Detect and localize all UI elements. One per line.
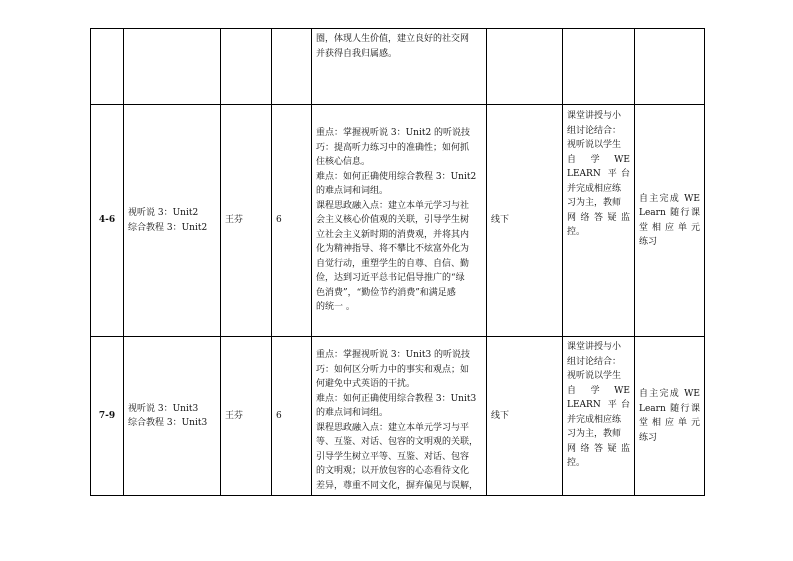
- table-row: [91, 29, 705, 105]
- method-line: LEARN 平台: [567, 169, 630, 179]
- key-point-line: 的统一 。: [316, 302, 355, 313]
- content-cell: [124, 337, 221, 496]
- content-line: 视听说 3：Unit3: [128, 403, 199, 414]
- key-points-cell: [312, 105, 487, 337]
- method-line: 控。: [567, 458, 586, 468]
- practice-cell: [635, 105, 705, 337]
- practice-line: 练习: [639, 237, 658, 247]
- key-point-line: 并获得自我归属感。: [316, 48, 398, 59]
- key-point-line: 重点：掌握视听说 3：Unit3 的听说技: [316, 350, 471, 360]
- method-cell: [563, 105, 635, 337]
- method-line: 组讨论结合：: [567, 125, 622, 136]
- practice-line: 练习: [639, 432, 658, 443]
- teacher-cell: [221, 29, 272, 105]
- content-cell: [124, 29, 221, 105]
- key-point-line: 课程思政融入点：建立本单元学习与平: [316, 422, 470, 433]
- key-point-line: 难点：如何正确使用综合教程 3：Unit2: [316, 171, 477, 182]
- teacher-cell: 王芬: [221, 337, 272, 496]
- practice-line: Learn 随行课: [639, 403, 700, 414]
- key-point-line: 巧：提高听力练习中的准确性；如何抓: [316, 142, 470, 153]
- content-cell: [124, 105, 221, 337]
- key-point-line: 住核心信息。: [316, 157, 371, 168]
- key-point-line: 差异，尊重不同文化，摒弃偏见与误解，: [316, 480, 479, 491]
- method-line: 课堂讲授与小: [567, 111, 622, 121]
- method-line: 自 学 WE: [567, 154, 630, 165]
- key-point-line: 的文明观；以开放包容的心态看待文化: [316, 466, 470, 476]
- method-line: 网络答疑监: [567, 212, 630, 223]
- practice-line: Learn 随行课: [639, 208, 700, 218]
- week-cell: [91, 29, 124, 105]
- method-cell: [563, 29, 635, 105]
- content-line: 综合教程 3：Unit3: [128, 418, 208, 428]
- hours-cell: 6: [272, 105, 312, 337]
- mode-cell: [487, 29, 563, 105]
- method-line: 习为主，教师: [567, 198, 622, 208]
- key-point-line: 俭，达到习近平总书记倡导推广的“绿: [316, 273, 465, 284]
- practice-line: 堂相应单元: [639, 418, 700, 428]
- key-point-line: 何避免中式英语的干扰。: [316, 379, 416, 389]
- teacher-cell: 王芬: [221, 105, 272, 337]
- key-point-line: 色消费”，“勤俭节约消费”和满足感: [316, 287, 456, 298]
- method-cell: [563, 337, 635, 496]
- mode-cell: 线下: [487, 337, 563, 496]
- key-point-line: 难点：如何正确使用综合教程 3：Unit3: [316, 393, 477, 404]
- key-point-line: 的难点词和词组。: [316, 186, 389, 197]
- key-point-line: 巧：如何区分听力中的事实和观点；如: [316, 364, 470, 375]
- method-line: LEARN 平台: [567, 400, 630, 410]
- content-line: 综合教程 3：Unit2: [128, 222, 208, 233]
- practice-cell: [635, 337, 705, 496]
- method-line: 并完成相应练: [567, 183, 622, 194]
- key-points-cell: [312, 337, 487, 496]
- hours-cell: [272, 29, 312, 105]
- key-point-line: 引导学生树立平等、互鉴、对话、包容: [316, 451, 470, 462]
- key-point-line: 圈，体现人生价值，建立良好的社交网: [316, 34, 470, 44]
- schedule-table: [90, 28, 705, 496]
- week-cell: 7-9: [91, 337, 124, 496]
- practice-line: 自主完成 WE: [639, 389, 700, 399]
- method-line: 控。: [567, 227, 586, 237]
- key-point-line: 等、互鉴、对话、包容的文明观的关联，: [316, 437, 479, 447]
- key-point-line: 自觉行动，重塑学生的自尊、自信、勤: [316, 258, 470, 269]
- table-row: [91, 337, 705, 496]
- method-line: 视听说以学生: [567, 371, 622, 381]
- key-points-cell: [312, 29, 487, 105]
- table-row: [91, 105, 705, 337]
- week-cell: 4-6: [91, 105, 124, 337]
- method-line: 并完成相应练: [567, 414, 622, 425]
- method-line: 视听说以学生: [567, 140, 622, 150]
- hours-cell: 6: [272, 337, 312, 496]
- content-line: 视听说 3：Unit2: [128, 208, 199, 218]
- practice-line: 自主完成 WE: [639, 193, 700, 204]
- practice-line: 堂相应单元: [639, 222, 700, 233]
- method-line: 网络答疑监: [567, 443, 630, 454]
- practice-cell: [635, 29, 705, 105]
- method-line: 自 学 WE: [567, 385, 630, 396]
- method-line: 组讨论结合：: [567, 356, 622, 367]
- key-point-line: 化为精神指导、将不攀比不炫富外化为: [316, 244, 470, 255]
- key-point-line: 会主义核心价值观的关联，引导学生树: [316, 215, 470, 226]
- key-point-line: 课程思政融入点：建立本单元学习与社: [316, 200, 470, 211]
- method-line: 课堂讲授与小: [567, 342, 622, 352]
- key-point-line: 立社会主义新时期的消费观，并将其内: [316, 229, 470, 240]
- key-point-line: 重点：掌握视听说 3：Unit2 的听说技: [316, 128, 471, 139]
- method-line: 习为主，教师: [567, 429, 622, 439]
- mode-cell: 线下: [487, 105, 563, 337]
- key-point-line: 的难点词和词组。: [316, 408, 389, 418]
